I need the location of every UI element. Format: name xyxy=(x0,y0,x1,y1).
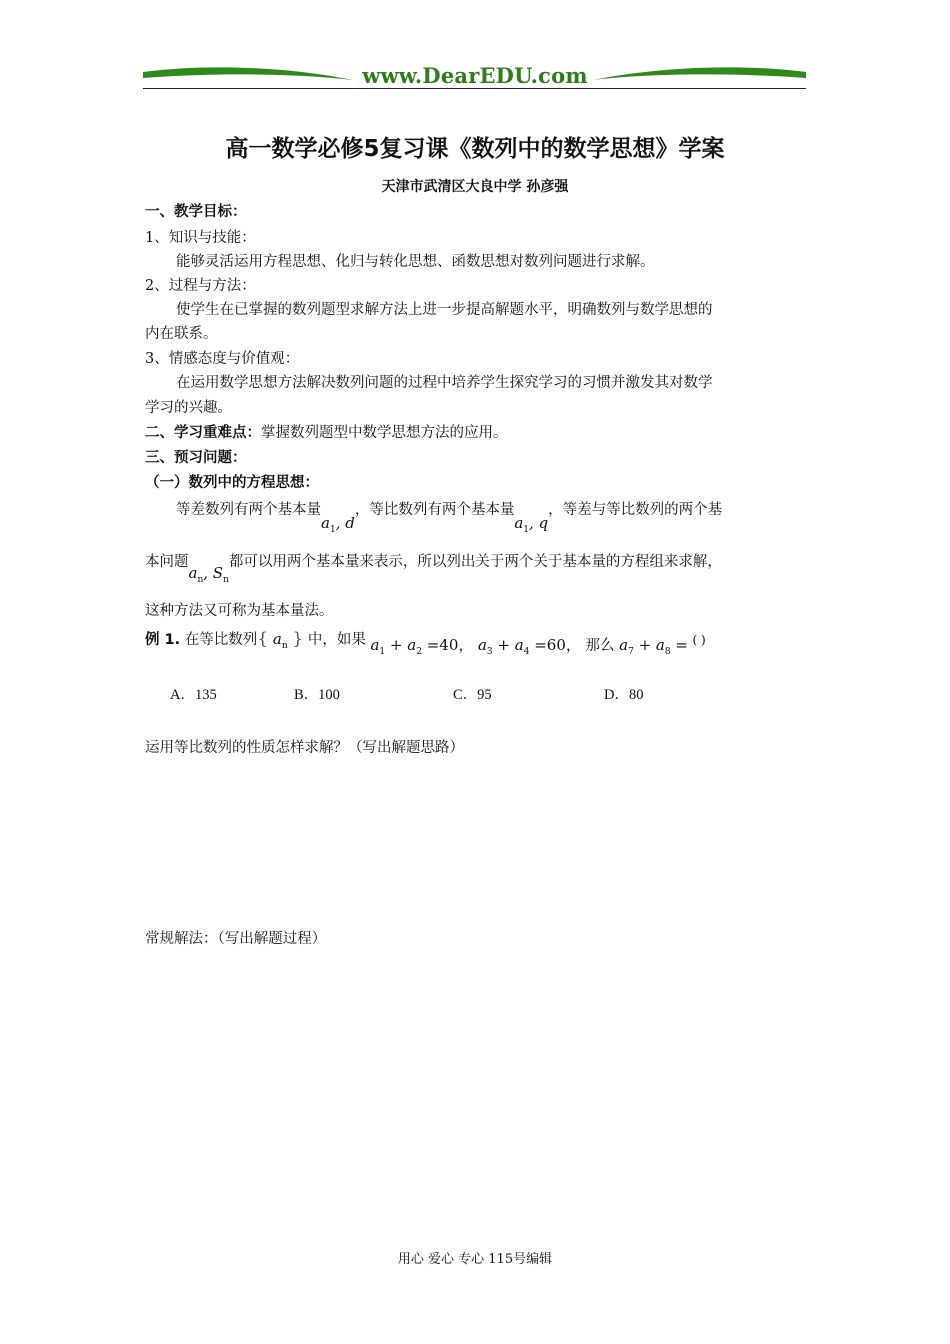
math-a1-q: $a_1$, q xyxy=(514,514,549,535)
goal-3-text-b: 学习的兴趣。 xyxy=(145,400,232,416)
math-equation-2: $a_3 + a_4 =60$， xyxy=(477,636,581,657)
math-sequence-an: { $a_n$ } xyxy=(257,629,304,651)
goals-heading: 一、教学目标： xyxy=(145,204,247,220)
paragraph-1-line-1: 等差数列有两个基本量$a_1$, d，等比数列有两个基本量$a_1$, q，等差与等比数列的两个基 xyxy=(176,502,723,535)
math-an-sn: $a_n$, $S_n$ xyxy=(188,564,229,585)
left-swoosh xyxy=(143,67,353,80)
goal-3-text-a: 在运用数学思想方法解决数列问题的过程中培养学生探究学习的习惯并激发其对数学 xyxy=(176,375,713,391)
page-footer: 用心 爱心 专心 115号编辑 xyxy=(397,1252,553,1267)
paragraph-1-line-2: 本问题$a_n$, $S_n$都可以用两个基本量来表示，所以列出关于两个关于基本量的方程组来求解， xyxy=(145,554,722,585)
paragraph-1-line-3: 这种方法又可称为基本量法。 xyxy=(145,603,334,619)
goal-2-text-a: 使学生在已掌握的数列题型求解方法上进一步提高解题水平，明确数列与数学思想的 xyxy=(176,302,713,318)
key-points-text: 掌握数列题型中数学思想方法的应用。 xyxy=(261,425,508,441)
goal-1-heading: 1、知识与技能： xyxy=(145,230,256,246)
example-label: 例 1. xyxy=(145,632,181,648)
key-points-line xyxy=(145,421,508,445)
example-1: 例 1. 在等比数列{ $a_n$ } 中，如果 $a_1 + a_2 =40$， $a_3 + a_4 =60$， 那么 $a_7 + a_8$ = ( ) xyxy=(145,629,706,657)
math-a1-d: $a_1$, d xyxy=(321,514,355,535)
answer-paren: ( ) xyxy=(692,633,706,647)
document-title: 高一数学必修5复习课《数列中的数学思想》学案 xyxy=(225,136,725,162)
author-line: 天津市武清区大良中学 孙彦强 xyxy=(381,179,569,195)
goal-2-heading: 2、过程与方法： xyxy=(145,278,256,294)
choice-a: A．135 xyxy=(170,687,217,703)
math-equation-1: $a_1 + a_2 =40$， xyxy=(370,636,474,657)
key-points-label: 二、学习重难点： xyxy=(145,425,261,441)
site-logo-text: www.DearEDU.com xyxy=(362,63,588,88)
goal-2-text-b: 内在联系。 xyxy=(145,326,218,342)
right-swoosh xyxy=(593,67,806,80)
prompt-property-method: 运用等比数列的性质怎样求解？（写出解题思路） xyxy=(145,740,464,756)
header-rule xyxy=(143,88,806,89)
choice-d: D．80 xyxy=(604,687,644,703)
equation-thinking-heading: （一）数列中的方程思想： xyxy=(145,475,319,491)
choice-c: C．95 xyxy=(453,687,492,703)
preview-heading: 三、预习问题： xyxy=(145,450,247,466)
prompt-regular-method: 常规解法：（写出解题过程） xyxy=(145,931,327,947)
math-a7-plus-a8: $a_7 + a_8$ = xyxy=(619,636,688,657)
goal-1-text: 能够灵活运用方程思想、化归与转化思想、函数思想对数列问题进行求解。 xyxy=(176,254,655,270)
goal-3-heading: 3、情感态度与价值观： xyxy=(145,351,300,367)
choice-b: B．100 xyxy=(294,687,340,703)
